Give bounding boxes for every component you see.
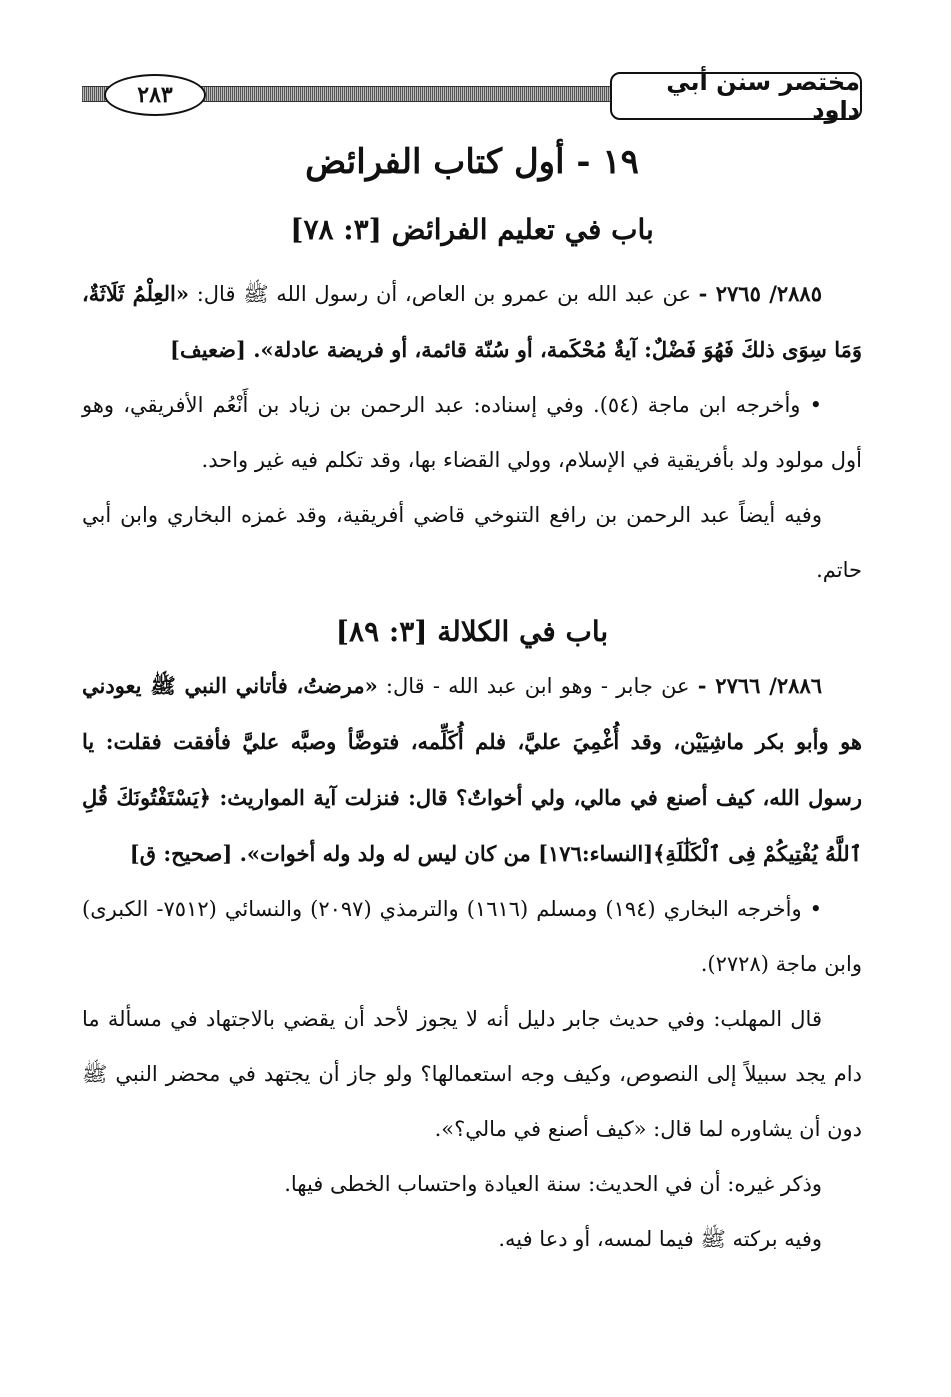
note-paragraph: قال المهلب: وفي حديث جابر دليل أنه لا يجوز لأحد أن يقضي بالاجتهاد في مسألة ما دام يجد سبيلاً إلى النصوص، وكيف وجه استعمالها؟ ولو جاز أن يجتهد في محضر النبي ﷺ دون أن يشاوره لما قال: «كيف أصنع في مالي؟». xyxy=(82,1007,862,1141)
hadith-number: ٢٨٨٦/ ٢٧٦٦ - xyxy=(697,673,823,698)
note-paragraph: • وأخرجه البخاري (١٩٤) ومسلم (١٦١٦) والترمذي (٢٠٩٧) والنسائي (٧٥١٢- الكبرى) وابن ماجة (٢٧٢٨). xyxy=(82,897,862,976)
hadith-intro: عن عبد الله بن عمرو بن العاص، أن رسول الله ﷺ قال: xyxy=(189,282,699,306)
book-title: مختصر سنن أبي داود xyxy=(610,72,862,120)
page-number: ٢٨٣ xyxy=(104,74,206,116)
note-paragraph: وذكر غيره: أن في الحديث: سنة العيادة واحتساب الخطى فيها. xyxy=(284,1172,822,1196)
section-title-inheritance-teaching: باب في تعليم الفرائض [٣: ٧٨] xyxy=(290,213,654,246)
hadith-paragraph xyxy=(82,658,862,882)
note-paragraph: وفيه أيضاً عبد الرحمن بن رافع التنوخي قاضي أفريقية، وقد غمزه البخاري وابن أبي حاتم. xyxy=(82,503,862,582)
hadith-paragraph xyxy=(82,266,862,378)
hadith-text: «مرضتُ، فأتاني النبي ﷺ يعودني هو وأبو بكر ماشِيَيْن، وقد أُغْمِيَ عليَّ، فلم أُكَلِّمه، فتوضَّأ وصبَّه عليَّ فأفقت فقلت: يا رسول الله، كيف أصنع في مالي، ولي أخواتٌ؟ قال: فنزلت آية المواريث: ﴿يَسْتَفْتُونَكَ قُلِ ٱللَّهُ يُفْتِيكُمْ فِى ٱلْكَلَٰلَةِ﴾[النساء:١٧٦] من كان ليس له ولد وله أخوات». [صحيح: ق] xyxy=(82,673,862,866)
note-paragraph: وفيه بركته ﷺ فيما لمسه، أو دعا فيه. xyxy=(498,1227,822,1251)
running-header xyxy=(82,68,862,124)
hadith-text: «العِلْمُ ثَلَاثَةٌ، وَمَا سِوَى ذلكَ فَهُوَ فَضْلٌ: آيةٌ مُحْكَمة، أو سُنّة قائمة، أو فريضة عادلة». [ضعيف] xyxy=(82,281,862,362)
hadith-number: ٢٨٨٥/ ٢٧٦٥ - xyxy=(698,281,822,306)
section-title-kalala: باب في الكلالة [٣: ٨٩] xyxy=(335,615,609,648)
hadith-intro: عن جابر - وهو ابن عبد الله - قال: xyxy=(377,674,698,698)
note-paragraph: • وأخرجه ابن ماجة (٥٤). وفي إسناده: عبد الرحمن بن زياد بن أَنْعُم الأفريقي، وهو أول مولود ولد بأفريقية في الإسلام، وولي القضاء بها، وقد تكلم فيه غير واحد. xyxy=(82,393,862,472)
chapter-title: ١٩ - أول كتاب الفرائض xyxy=(305,142,639,182)
document-page xyxy=(82,68,862,1267)
